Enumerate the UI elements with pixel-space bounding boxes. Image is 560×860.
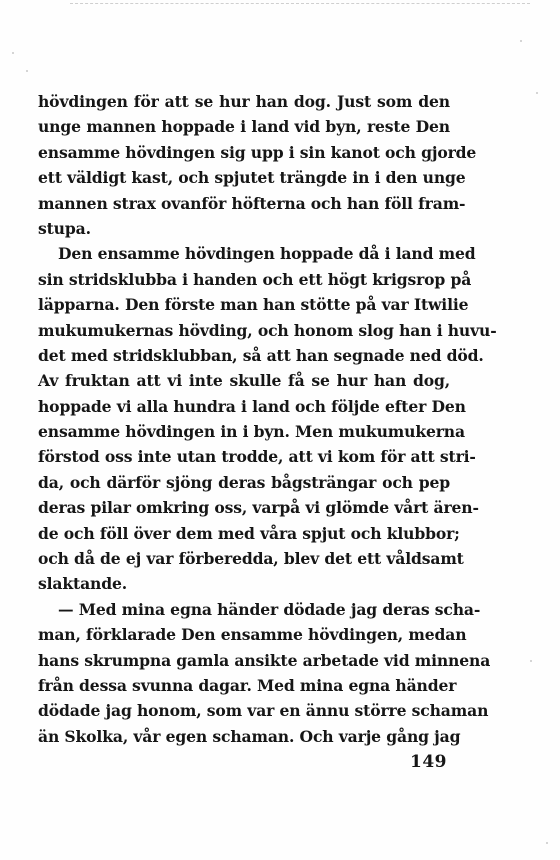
text-line: det med stridsklubban, så att han segnade ned död. xyxy=(38,345,484,365)
text-line: stupa. xyxy=(38,218,91,238)
text-line: unge mannen hoppade i land vid byn, reste Den xyxy=(38,117,450,137)
text-line: slaktande. xyxy=(38,574,128,594)
paper-speck xyxy=(26,70,28,72)
paper-speck xyxy=(12,52,14,54)
text-line: dödade jag honom, som var en ännu större schaman xyxy=(38,701,489,721)
text-line: hoppade vi alla hundra i land och följde efter Den xyxy=(38,396,466,416)
text-line: ett väldigt kast, och spjutet trängde in i den unge xyxy=(38,168,466,188)
text-line: deras pilar omkring oss, varpå vi glömde vårt ären- xyxy=(38,498,479,518)
text-line: och då de ej var förberedda, blev det ett våldsamt xyxy=(38,549,464,569)
text-line: förstod oss inte utan trodde, att vi kom för att stri- xyxy=(38,447,476,467)
page-number: 149 xyxy=(410,752,447,772)
text-line: mukumukernas hövding, och honom slog han i huvu- xyxy=(38,320,497,340)
text-line: än Skolka, vår egen schaman. Och varje gång jag xyxy=(38,726,461,746)
page-top-edge xyxy=(70,3,530,4)
text-line: Av fruktan att vi inte skulle få se hur han dog, xyxy=(38,371,450,391)
text-line: man, förklarade Den ensamme hövdingen, medan xyxy=(38,625,467,645)
paper-speck xyxy=(546,842,548,844)
text-line: hövdingen för att se hur han dog. Just som den xyxy=(38,92,450,111)
text-line: ensamme hövdingen sig upp i sin kanot och gjorde xyxy=(38,142,477,162)
text-line: Den ensamme hövdingen hoppade då i land med xyxy=(58,244,476,264)
text-line: — Med mina egna händer dödade jag deras scha- xyxy=(58,599,481,619)
paper-speck xyxy=(530,660,532,662)
text-line: de och föll över dem med våra spjut och klubbor; xyxy=(38,523,460,543)
text-line: da, och därför sjöng deras bågsträngar och pep xyxy=(38,472,450,492)
text-line: sin stridsklubba i handen och ett högt krigsrop på xyxy=(38,269,472,289)
text-line: från dessa svunna dagar. Med mina egna händer xyxy=(38,675,457,695)
text-line: ensamme hövdingen in i byn. Men mukumukerna xyxy=(38,422,465,442)
paper-speck xyxy=(520,40,522,42)
paper-speck xyxy=(536,92,538,94)
text-line: mannen strax ovanför höfterna och han föll fram- xyxy=(38,193,466,213)
text-line: hans skrumpna gamla ansikte arbetade vid minnena xyxy=(38,650,491,670)
text-line: läpparna. Den förste man han stötte på var Itwilie xyxy=(38,295,469,315)
body-text xyxy=(38,89,497,749)
